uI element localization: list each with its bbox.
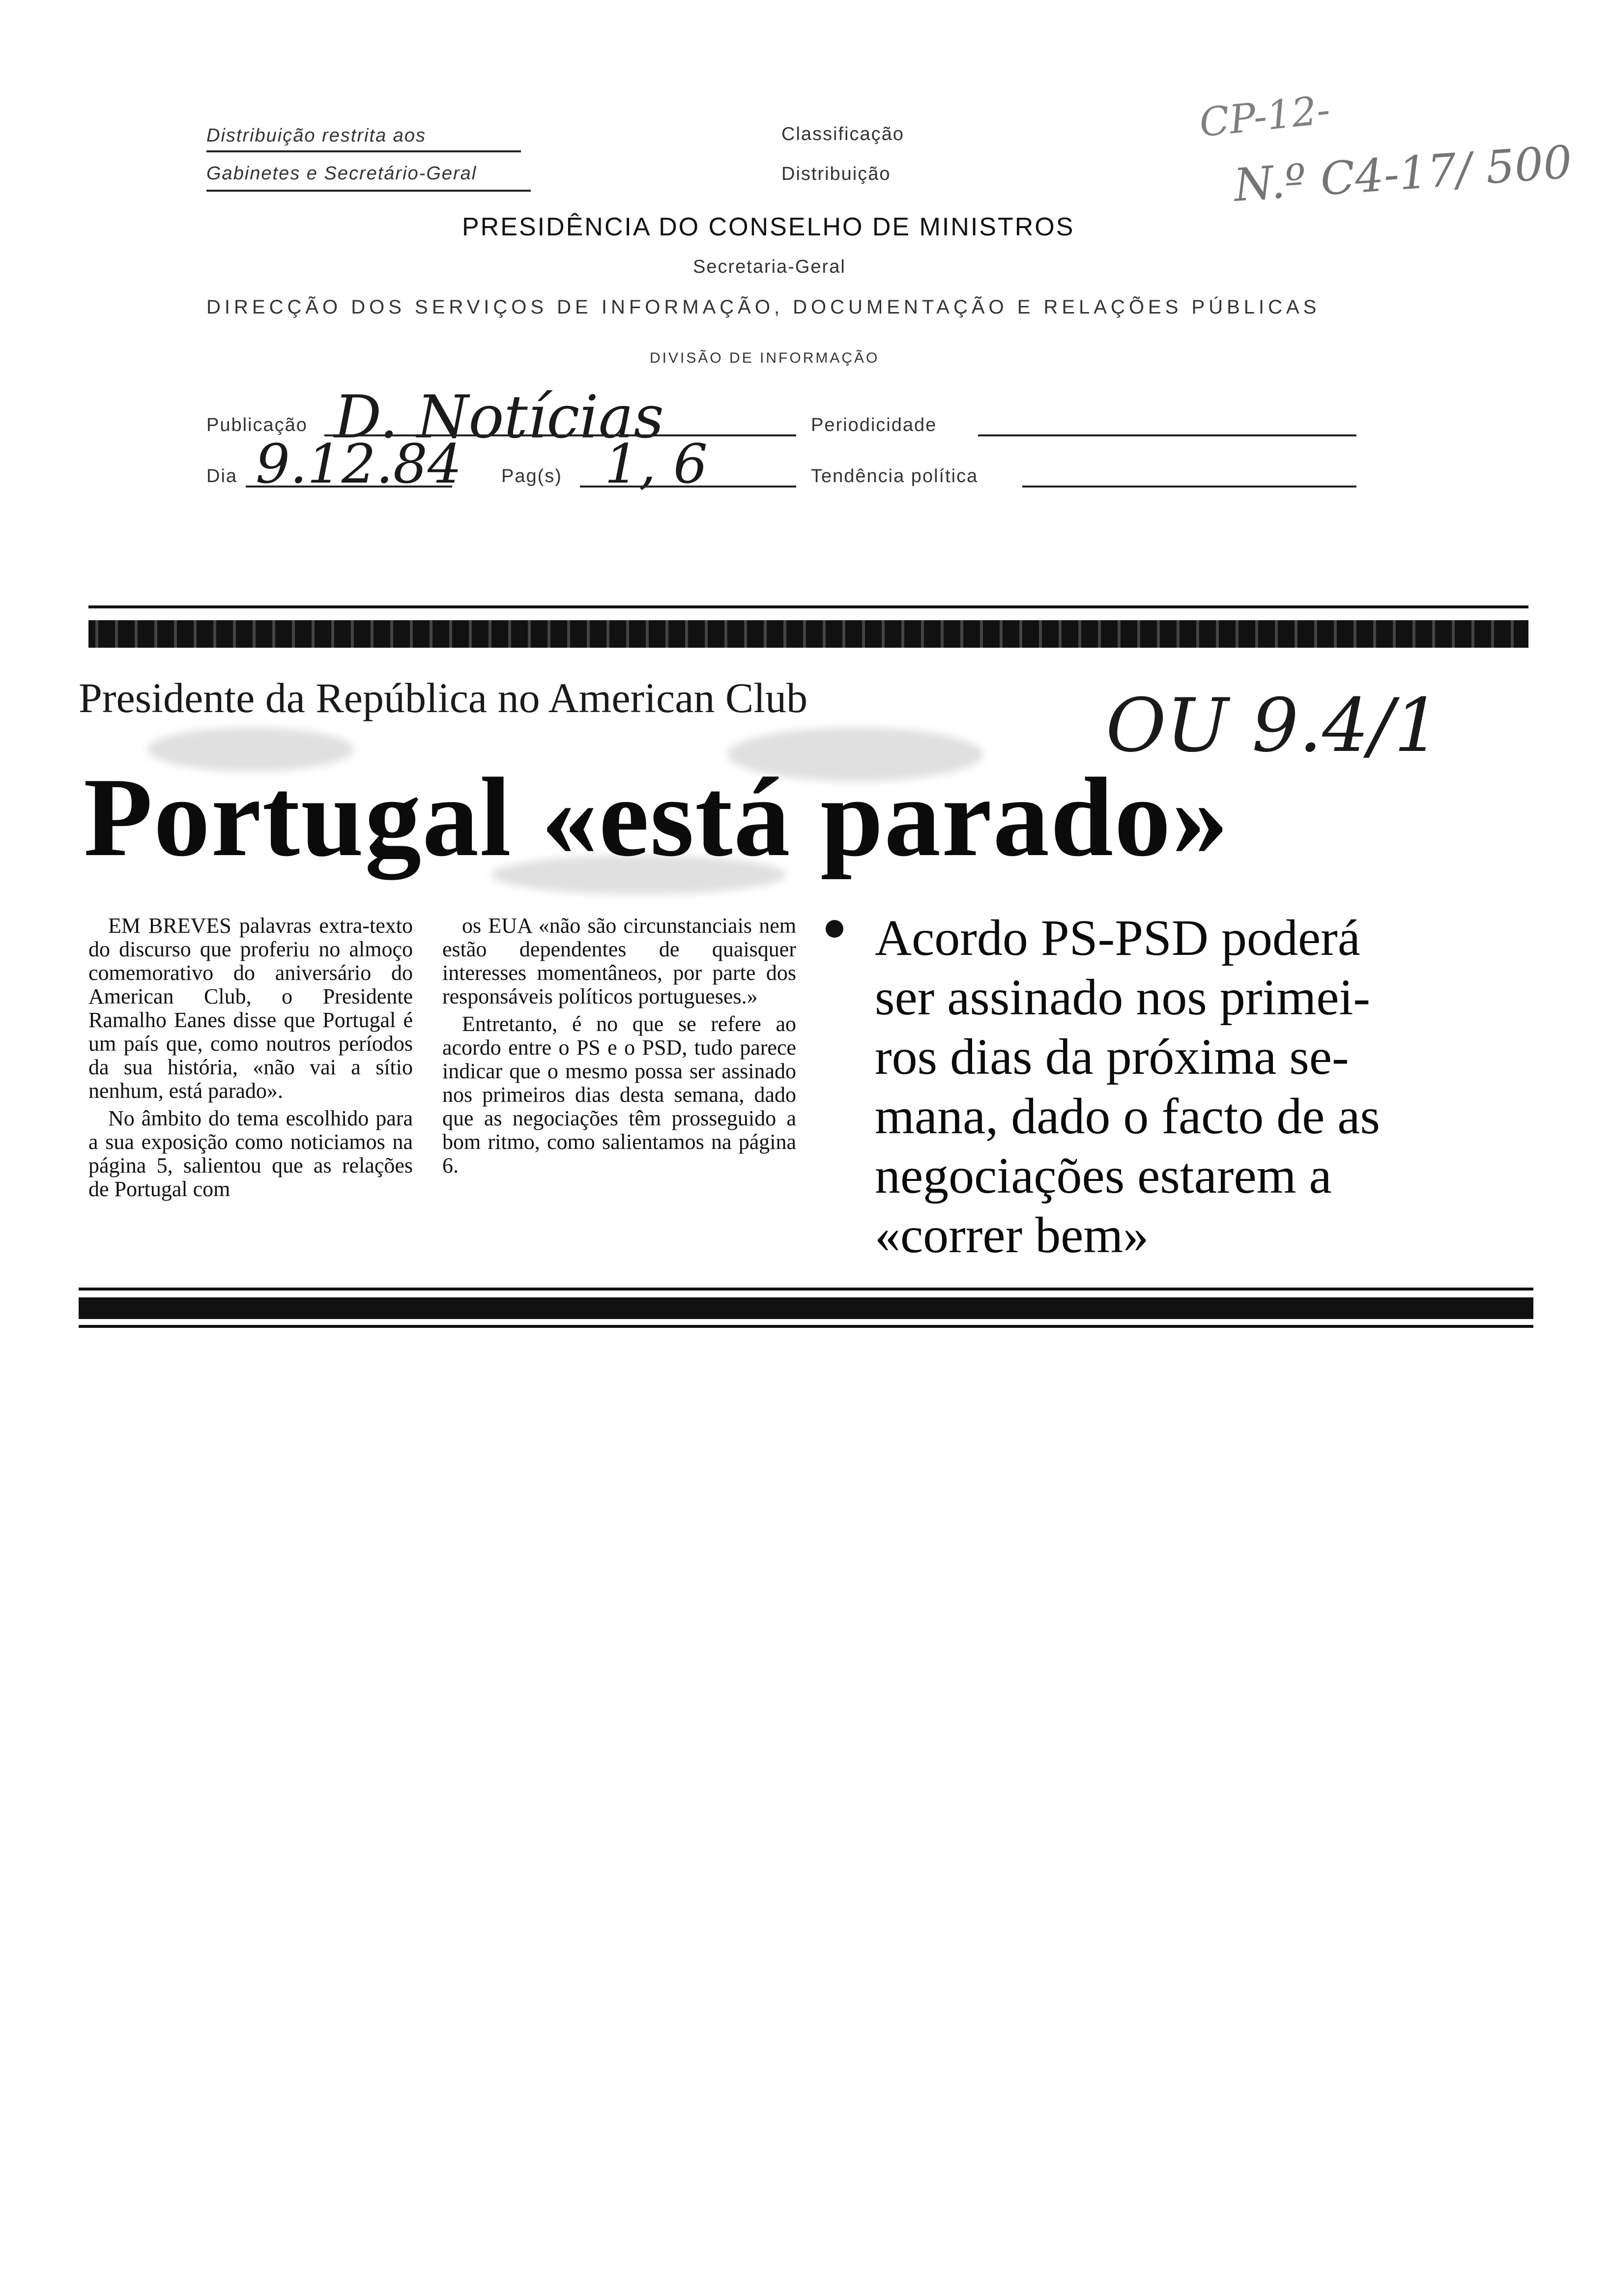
lead-line: ser assinado nos primei- (875, 969, 1371, 1026)
column1-paragraph-2: No âmbito do tema escolhido para a sua exposição como noticiamos na página 5, salientou que as relações de Portugal com (88, 1106, 413, 1201)
clipping-top-thick-rule (88, 620, 1528, 648)
dia-label: Dia (206, 466, 238, 487)
lead-line: mana, dado o facto de as (875, 1088, 1381, 1145)
dia-value: 9.12.84 (256, 432, 462, 495)
distribution-restriction-line1: Distribuição restrita aos (206, 125, 427, 146)
periodicidade-line (978, 434, 1356, 436)
lead-block (875, 908, 1543, 1265)
article-column-1 (88, 914, 413, 1205)
clipping-bottom-thick-rule (79, 1297, 1533, 1319)
lead-line: negociações estarem a (875, 1148, 1332, 1204)
article-column-2 (442, 914, 796, 1181)
office-presidencia: PRESIDÊNCIA DO CONSELHO DE MINISTROS (462, 213, 1075, 241)
publicacao-label: Publicação (206, 415, 308, 435)
distribuicao-label: Distribuição (781, 164, 891, 184)
pags-label: Pag(s) (501, 466, 562, 487)
lead-bullet (826, 920, 843, 938)
tendencia-label: Tendência política (811, 466, 979, 487)
pags-line (580, 486, 796, 488)
clipping-bottom-rule-3 (79, 1325, 1533, 1328)
clipping-kicker: Presidente da República no American Club (79, 674, 808, 721)
office-divisao: DIVISÃO DE INFORMAÇÃO (650, 350, 880, 366)
lead-line: Acordo PS-PSD poderá (875, 910, 1360, 966)
office-secretaria: Secretaria-Geral (693, 257, 846, 277)
handwritten-note-top: CP-12- (1197, 86, 1332, 146)
classificacao-label: Classificação (781, 124, 904, 144)
handwritten-clipping-code: OU 9.4/1 (1106, 683, 1441, 769)
publicacao-value: D. Notícias (334, 383, 664, 452)
column2-paragraph-1: os EUA «não são circunstanciais nem estão dependentes de quaisquer interesses momentâneos, por parte dos responsáveis políticos portugueses.» (442, 914, 796, 1008)
periodicidade-label: Periodicidade (811, 415, 937, 435)
column2-paragraph-2: Entretanto, é no que se refere ao acordo entre o PS e o PSD, tudo parece indicar que o mesmo possa ser assinado nos primeiros dias desta semana, dado que as negociações têm prosseguido a bom ritmo, como salientamos na página 6. (442, 1012, 796, 1177)
clipping-top-thin-rule (88, 605, 1528, 608)
office-direccao: DIRECÇÃO DOS SERVIÇOS DE INFORMAÇÃO, DOCUMENTAÇÃO E RELAÇÕES PÚBLICAS (206, 296, 1321, 318)
lead-line: «correr bem» (875, 1207, 1149, 1263)
handwritten-note-bottom: N.º C4-17/ 500 (1232, 136, 1574, 212)
distribution-underline-2 (206, 190, 531, 192)
tendencia-line (1022, 486, 1356, 488)
dia-line (246, 486, 452, 488)
clipping-headline: Portugal «está parado» (84, 754, 1230, 880)
column1-paragraph-1: EM BREVES palavras extra-texto do discurso que proferiu no almoço comemorativo do aniversário do American Club, o Presidente Ramalho Eanes disse que Portugal é um país que, como noutros períodos da sua história, «não vai a sítio nenhum, está parado». (88, 914, 413, 1103)
distribution-restriction-line2: Gabinetes e Secretário-Geral (206, 163, 477, 184)
lead-line: ros dias da próxima se- (875, 1029, 1349, 1085)
clipping-bottom-thin-rule (79, 1288, 1533, 1291)
distribution-underline-1 (206, 150, 521, 152)
pags-value: 1, 6 (604, 432, 708, 495)
